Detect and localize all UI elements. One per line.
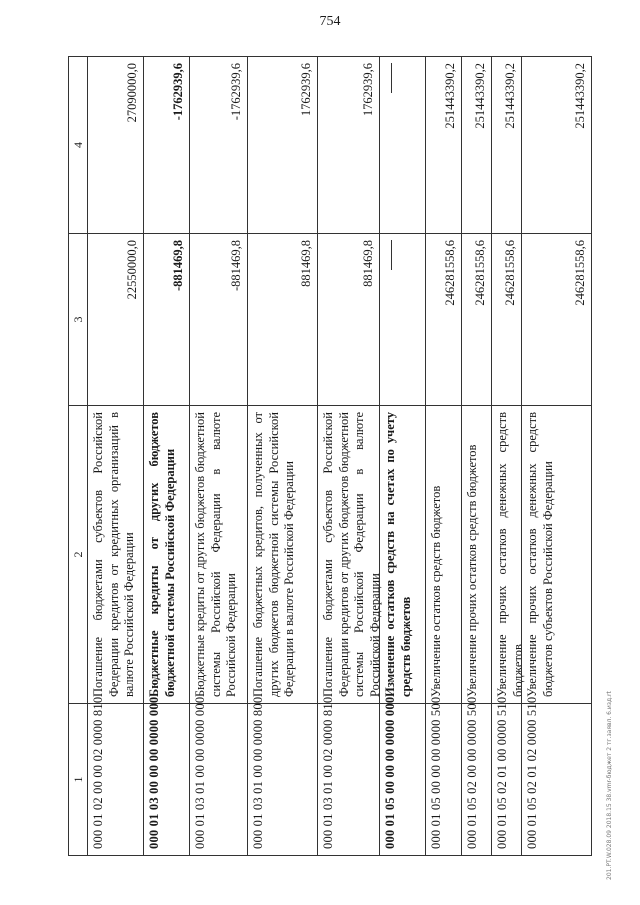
value-text: 251443390,2 bbox=[472, 63, 487, 129]
col-header-4: 4 bbox=[68, 56, 87, 234]
table-row-value-col4 bbox=[317, 56, 379, 234]
value-text: 1762939,6 bbox=[298, 63, 313, 117]
table-row-value-col3 bbox=[87, 234, 143, 406]
dash-mark bbox=[391, 63, 392, 93]
value-text: 881469,8 bbox=[360, 240, 375, 287]
table-row-code: 000 01 05 02 01 00 0000 510 bbox=[491, 704, 521, 856]
table-row-name: Погашение бюджетных кредитов, полученных от других бюджетов бюджетной системы Российской Федерации в валюте Российской Федерации bbox=[247, 406, 317, 704]
table-row-value-col4 bbox=[491, 56, 521, 234]
table-row-value-col4 bbox=[189, 56, 247, 234]
table-row-name: Увеличение прочих остатков средств бюджетов bbox=[461, 406, 491, 704]
table-row-value-col4 bbox=[521, 56, 592, 234]
table-row-value-col4 bbox=[247, 56, 317, 234]
value-text: 251443390,2 bbox=[502, 63, 517, 129]
value-text: 22550000,0 bbox=[124, 240, 139, 300]
col-header-2: 2 bbox=[68, 406, 87, 704]
table-row-code: 000 01 05 02 01 02 0000 510 bbox=[521, 704, 592, 856]
table-row-value-col3 bbox=[189, 234, 247, 406]
value-text: -1762939,6 bbox=[170, 63, 185, 121]
table-row-name: Увеличение остатков средств бюджетов bbox=[425, 406, 461, 704]
table-row-value-col3 bbox=[461, 234, 491, 406]
value-text: 881469,8 bbox=[298, 240, 313, 287]
table-row-value-col3 bbox=[317, 234, 379, 406]
table-row-value-col3 bbox=[247, 234, 317, 406]
table-row-code: 000 01 05 02 00 00 0000 500 bbox=[461, 704, 491, 856]
table-row-name: Изменение остатков средств на счетах по учету средств бюджетов bbox=[379, 406, 425, 704]
table-row-value-col3 bbox=[143, 234, 189, 406]
value-text: 1762939,6 bbox=[360, 63, 375, 117]
value-text: -881469,8 bbox=[228, 240, 243, 292]
value-text: -1762939,6 bbox=[228, 63, 243, 121]
dash-mark bbox=[391, 240, 392, 270]
table-row-value-col3 bbox=[425, 234, 461, 406]
col-header-3: 3 bbox=[68, 234, 87, 406]
table-row-code: 000 01 03 00 00 00 0000 000 bbox=[143, 704, 189, 856]
table-row-value-col4 bbox=[379, 56, 425, 234]
value-text: 251443390,2 bbox=[442, 63, 457, 129]
table-row-name: Увеличение прочих остатков денежных средств бюджетов bbox=[491, 406, 521, 704]
page-number: 754 bbox=[319, 14, 341, 29]
table-row-name: Увеличение прочих остатков денежных средств бюджетов субъектов Российской Федерации bbox=[521, 406, 592, 704]
value-text: 246281558,6 bbox=[442, 240, 457, 306]
value-text: 246281558,6 bbox=[572, 240, 587, 306]
table-row-name: Погашение бюджетами субъектов Российской Федерации кредитов от других бюджетов бюджетной системы Российской Федерации в валюте Российской Федерации bbox=[317, 406, 379, 704]
table-row-value-col4 bbox=[461, 56, 491, 234]
table-row-code: 000 01 03 01 00 02 0000 810 bbox=[317, 704, 379, 856]
table-row-value-col3 bbox=[491, 234, 521, 406]
table-row-value-col4 bbox=[425, 56, 461, 234]
value-text: 251443390,2 bbox=[572, 63, 587, 129]
table-row-value-col4 bbox=[143, 56, 189, 234]
table-row-value-col4 bbox=[87, 56, 143, 234]
table-row-code: 000 01 02 00 00 02 0000 810 bbox=[87, 704, 143, 856]
table-row-name: Погашение бюджетами субъектов Российской Федерации кредитов от кредитных организаций в валюте Российской Федерации bbox=[87, 406, 143, 704]
budget-table-rotated bbox=[68, 56, 592, 856]
value-text: 246281558,6 bbox=[472, 240, 487, 306]
table-row-name: Бюджетные кредиты от других бюджетов бюджетной системы Российской Федерации в валюте Российской Федерации bbox=[189, 406, 247, 704]
table-row-code: 000 01 05 00 00 00 0000 500 bbox=[425, 704, 461, 856]
footer-note: 201.PT.W.028.09 2018.15 38.vmr-бюджет 2 тг.заявл. 6.изд.rt bbox=[606, 691, 613, 880]
table-row-name: Бюджетные кредиты от других бюджетов бюджетной системы Российской Федерации bbox=[143, 406, 189, 704]
table-row-value-col3 bbox=[379, 234, 425, 406]
table-row-value-col3 bbox=[521, 234, 592, 406]
value-text: 246281558,6 bbox=[502, 240, 517, 306]
col-header-1: 1 bbox=[68, 704, 87, 856]
table-row-code: 000 01 03 01 00 00 0000 800 bbox=[247, 704, 317, 856]
value-text: -881469,8 bbox=[170, 240, 185, 292]
value-text: 27090000,0 bbox=[124, 63, 139, 123]
table-row-code: 000 01 03 01 00 00 0000 000 bbox=[189, 704, 247, 856]
budget-table bbox=[68, 56, 592, 856]
table-row-code: 000 01 05 00 00 00 0000 000 bbox=[379, 704, 425, 856]
